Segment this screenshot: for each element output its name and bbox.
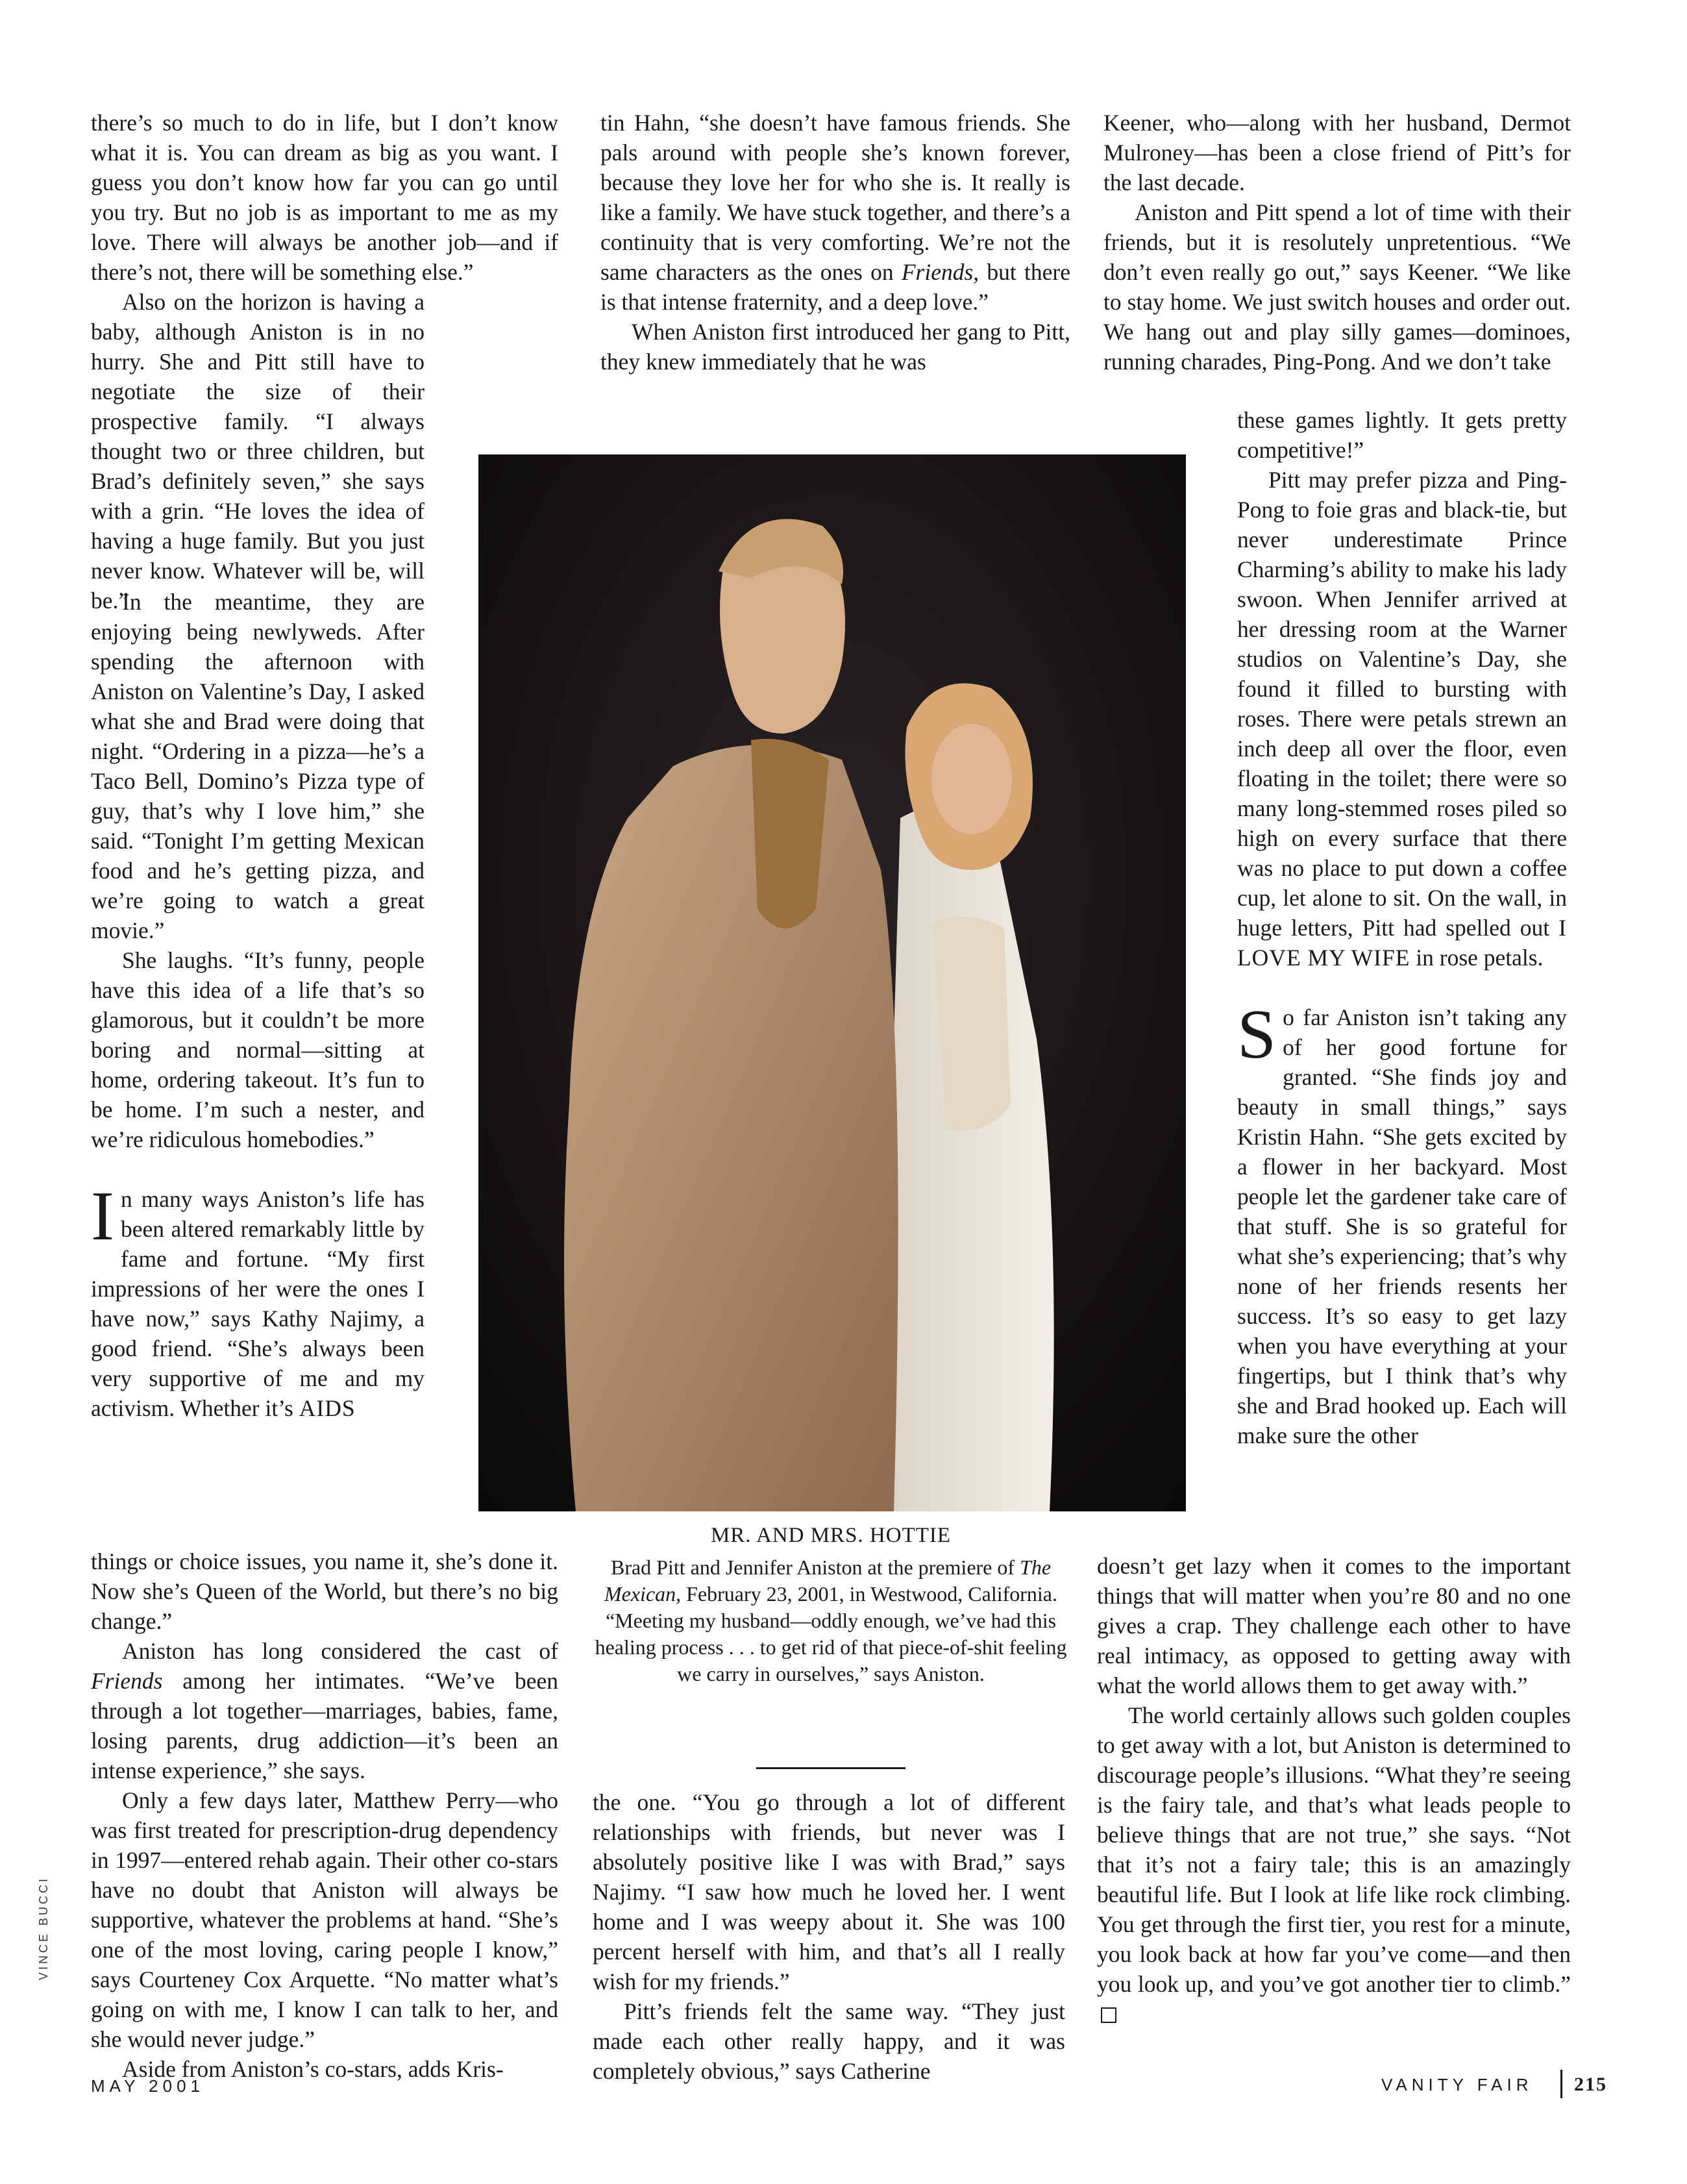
article-column-2	[600, 108, 1070, 377]
paragraph-dropcap: In many ways Aniston’s life has been altered remarkably little by fame and fortune. “My first impressions of her were the ones I have now,” says Kathy Najimy, a good friend. “She’s always been very supportive of me and my activism. Whether it’s AIDS	[91, 1178, 425, 1421]
paragraph: Pitt may prefer pizza and Ping-Pong to foie gras and black-tie, but never underestimate Prince Charming’s ability to make his lady swoon. When Jennifer arrived at her dressing room at the Warner studios on Valentine’s Day, she found it filled to bursting with roses. There were petals strewn an inch deep all over the floor, even floating in the toilet; there were so many long-stemmed roses piled so high on every surface that there was no place to put down a coffee cup, let alone to sit. On the wall, in huge letters, Pitt had spelled out I LOVE MY WIFE in rose petals.	[1237, 467, 1567, 971]
end-mark-icon	[1101, 2007, 1116, 2023]
couple-photo-illustration	[478, 454, 1186, 1511]
article-column-3	[1103, 108, 1571, 377]
paragraph: Only a few days later, Matthew Perry—who was first treated for prescription-drug dependency in 1997—entered rehab again. Their other co-stars have no doubt that Aniston will always be supportive, whatever the problems at hand. “She’s one of the most loving, caring people I know,” says Courteney Cox Arquette. “No matter what’s going on with me, I know I can talk to her, and she would never judge.”	[91, 1787, 558, 2052]
magazine-name: VANITY FAIR	[1381, 2075, 1533, 2094]
paragraph: In the meantime, they are enjoying being newlyweds. After spending the afternoon with Aniston on Valentine’s Day, I asked what she and Brad were doing that night. “Ordering in a pizza—he’s a Taco Bell, Domino’s Pizza type of guy, that’s why I love him,” she said. “Tonight I’m getting Mexican food and he’s getting pizza, and we’re going to watch a great movie.”	[91, 589, 425, 943]
issue-date: MAY 2001	[91, 2076, 205, 2096]
paragraph: Also on the horizon is having a baby, although Aniston is in no hurry. She and Pitt still have to negotiate the size of their prospective family. “I always thought two or three children, but Brad’s definitely seven,” she says with a grin. “He loves the idea of having a huge family. But you just never know. Whatever will be, will be.”	[91, 289, 425, 614]
drop-cap: I	[91, 1178, 114, 1255]
article-column-1-lower	[91, 1546, 558, 2084]
paragraph: Aniston and Pitt spend a lot of time with their friends, but it is resolutely unpretentious. “We don’t even really go out,” says Keener. “We like to stay home. We just switch houses and order out. We hang out and play silly games—dominoes, running charades, Ping-Pong. And we don’t take	[1103, 199, 1571, 375]
paragraph: Aniston has long considered the cast of Friends among her intimates. “We’ve been through a lot together—marriages, babies, fame, losing parents, drug addiction—it’s been an intense experience,” she says.	[91, 1638, 558, 1783]
paragraph: things or choice issues, you name it, she’s done it. Now she’s Queen of the World, but there’s no big change.”	[91, 1548, 558, 1634]
article-column-3-narrow	[1237, 405, 1567, 1450]
paragraph: She laughs. “It’s funny, people have this idea of a life that’s so glamorous, but it couldn’t be more boring and normal—sitting at home, ordering takeout. It’s fun to be home. I’m such a nester, and we’re ridiculous homebodies.”	[91, 947, 425, 1152]
paragraph: The world certainly allows such golden couples to get away with a lot, but Aniston is determined to discourage people’s illusions. “What they’re seeing is the fairy tale, and that’s what leads people to believe things that are not true,” she says. “Not that it’s not a fairy tale; this is an amazingly beautiful life. But I look at life like rock climbing. You get through the first tier, you rest for a minute, you look back at how far you’ve come—and then you look up, and you’ve got another tier to climb.”	[1097, 1700, 1571, 2029]
paragraph: the one. “You go through a lot of different relationships with friends, but never was I absolutely positive like I was with Brad,” says Najimy. “I saw how much he loved her. I went home and I was weepy about it. She was 100 percent herself with him, and that’s all I really wish for my friends.”	[593, 1789, 1065, 1994]
drop-cap: S	[1237, 996, 1277, 1073]
paragraph: Keener, who—along with her husband, Dermot Mulroney—has been a close friend of Pitt’s for the last decade.	[1103, 110, 1571, 195]
page-number: 215	[1574, 2074, 1607, 2095]
paragraph: When Aniston first introduced her gang to Pitt, they knew immediately that he was	[600, 319, 1070, 375]
article-column-1-narrow	[91, 587, 425, 1423]
article-column-3-lower	[1097, 1551, 1571, 2029]
paragraph: Aside from Aniston’s co-stars, adds Kris-	[122, 2056, 504, 2082]
paragraph-dropcap: So far Aniston isn’t taking any of her good fortune for granted. “She finds joy and beauty in small things,” says Kristin Hahn. “She gets excited by a flower in her backyard. Most people let the gardener take care of that stuff. She is so grateful for what she’s experiencing; that’s why none of her friends resents her success. It’s so easy to get lazy when you have everything at your fingertips, but I think that’s why she and Brad hooked up. Each will make sure the other	[1237, 996, 1567, 1448]
paragraph: doesn’t get lazy when it comes to the important things that will matter when you’re 80 and no one gives a crap. They challenge each other to have real intimacy, as opposed to getting away with what the world allows them to get away with.”	[1097, 1553, 1571, 1698]
footer-divider	[1560, 2070, 1562, 2098]
article-photo	[478, 454, 1186, 1511]
paragraph: tin Hahn, “she doesn’t have famous friends. She pals around with people she’s known forever, because they love her for who she is. It really is like a family. We have stuck together, and there’s a continuity that is very comforting. We’re not the same characters as the ones on Friends, but there is that intense fraternity, and a deep love.”	[600, 110, 1070, 315]
caption-title: MR. AND MRS. HOTTIE	[710, 1524, 952, 1547]
article-column-2-lower	[593, 1787, 1065, 2086]
paragraph: these games lightly. It gets pretty competitive!”	[1237, 407, 1567, 463]
photo-credit: VINCE BUCCI	[37, 1876, 50, 1980]
caption-divider	[756, 1767, 905, 1769]
paragraph: there’s so much to do in life, but I don’t know what it is. You can dream as big as you want. I guess you don’t know how far you can go until you try. But no job is as important to me as my love. There will always be another job—and if there’s not, there will be something else.”	[91, 110, 558, 285]
photo-caption: Brad Pitt and Jennifer Aniston at the premiere of The Mexican, February 23, 2001, in Westwood, California. “Meeting my husband—oddly enough, we’ve had this healing process . . . to get rid of that piece-of-shit feeling we carry in ourselves,” says Aniston.	[595, 1556, 1067, 1685]
paragraph: Pitt’s friends felt the same way. “They just made each other really happy, and it was completely obvious,” says Catherine	[593, 1998, 1065, 2084]
